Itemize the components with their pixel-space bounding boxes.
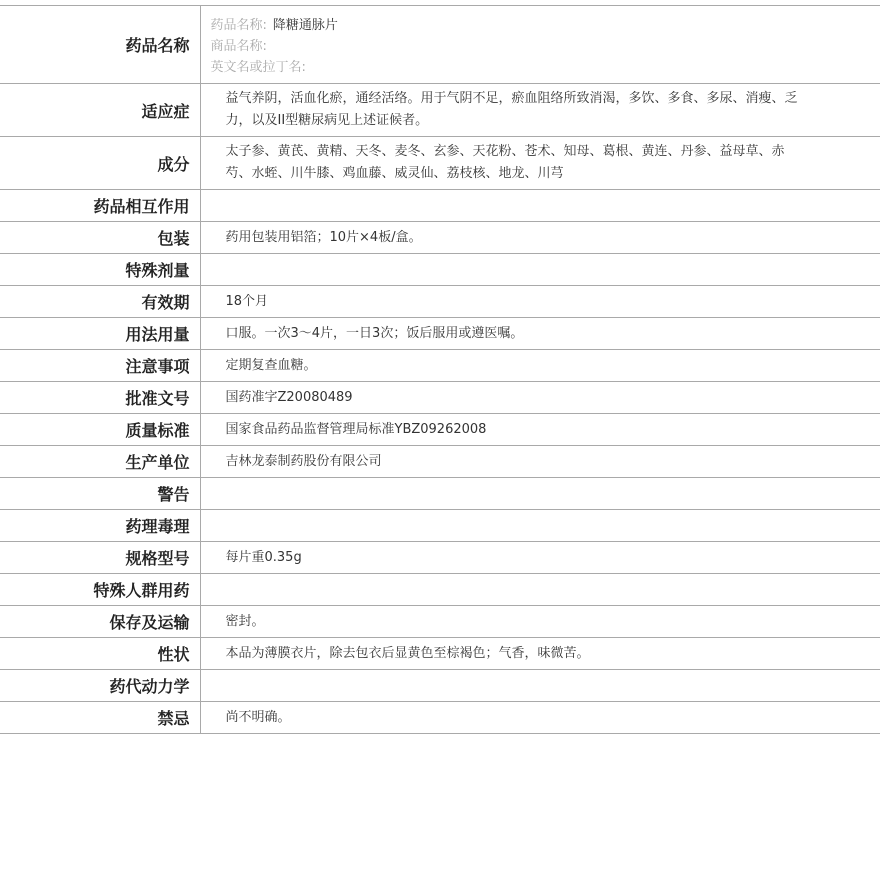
row-value: 国药准字Z20080489 (225, 389, 353, 405)
row-ingredients (0, 137, 880, 190)
row-value: 尚不明确。 (225, 709, 291, 725)
row-special-populations (0, 574, 880, 606)
row-pharmacology (0, 510, 880, 542)
row-warning (0, 478, 880, 510)
row-special-dosage (0, 254, 880, 286)
generic-name-line (211, 15, 871, 36)
row-value: 每片重0.35g (225, 549, 302, 565)
row-value: 太子参、黄芪、黄精、天冬、麦冬、玄参、天花粉、苍术、知母、葛根、黄连、丹参、益母草、赤芍、水蛭、川牛膝、鸡血藤、威灵仙、荔枝核、地龙、川芎 (225, 144, 785, 181)
english-name-value (306, 60, 312, 75)
row-value (200, 478, 880, 510)
row-value (200, 190, 880, 222)
row-storage (0, 606, 880, 638)
row-label: 用法用量 (0, 318, 200, 350)
generic-name-label: 药品名称: (210, 18, 267, 33)
row-approval-number (0, 382, 880, 414)
row-contraindications (0, 702, 880, 734)
english-name-line (211, 57, 871, 78)
row-pharmacokinetics (0, 670, 880, 702)
row-shelf-life (0, 286, 880, 318)
trade-name-label: 商品名称: (210, 39, 267, 54)
row-packaging (0, 222, 880, 254)
row-label: 药代动力学 (0, 670, 200, 702)
row-value: 益气养阴，活血化瘀，通经活络。用于气阴不足，瘀血阻络所致消渴，多饮、多食、多尿、消瘦、乏力，以及II型糖尿病见上述证候者。 (225, 91, 798, 128)
row-label: 生产单位 (0, 446, 200, 478)
row-quality-standard (0, 414, 880, 446)
row-indications (0, 84, 880, 137)
row-label: 特殊人群用药 (0, 574, 200, 606)
row-specification (0, 542, 880, 574)
row-value: 口服。一次3～4片，一日3次；饭后服用或遵医嘱。 (225, 325, 524, 341)
row-label: 药理毒理 (0, 510, 200, 542)
row-label: 药品相互作用 (0, 190, 200, 222)
row-value (200, 254, 880, 286)
trade-name-value (267, 39, 273, 54)
row-precautions (0, 350, 880, 382)
row-label: 规格型号 (0, 542, 200, 574)
row-drug-name (0, 6, 880, 84)
row-manufacturer (0, 446, 880, 478)
row-label: 注意事项 (0, 350, 200, 382)
row-label: 警告 (0, 478, 200, 510)
row-label: 特殊剂量 (0, 254, 200, 286)
row-label: 有效期 (0, 286, 200, 318)
row-description (0, 638, 880, 670)
row-label: 保存及运输 (0, 606, 200, 638)
row-interactions (0, 190, 880, 222)
row-value: 本品为薄膜衣片，除去包衣后显黄色至棕褐色；气香，味微苦。 (225, 645, 590, 661)
row-label: 性状 (0, 638, 200, 670)
english-name-label: 英文名或拉丁名: (210, 60, 306, 75)
drug-info-table (0, 5, 880, 734)
row-usage-dosage (0, 318, 880, 350)
row-label: 适应症 (0, 84, 200, 137)
row-label: 批准文号 (0, 382, 200, 414)
generic-name-value: 降糖通脉片 (272, 18, 338, 33)
row-value: 定期复查血糖。 (225, 357, 317, 373)
row-value (200, 574, 880, 606)
row-value (200, 510, 880, 542)
row-label: 包装 (0, 222, 200, 254)
row-value: 18个月 (225, 293, 269, 309)
row-value: 药用包装用铝箔；10片×4板/盒。 (225, 229, 422, 245)
row-value: 吉林龙泰制药股份有限公司 (225, 453, 382, 469)
row-label: 质量标准 (0, 414, 200, 446)
row-label: 禁忌 (0, 702, 200, 734)
row-value: 国家食品药品监督管理局标准YBZ09262008 (225, 421, 487, 437)
row-value (200, 670, 880, 702)
drug-names-cell (200, 6, 880, 84)
row-value: 密封。 (225, 613, 265, 629)
row-label: 成分 (0, 137, 200, 190)
trade-name-line (211, 36, 871, 57)
row-label: 药品名称 (0, 6, 200, 84)
